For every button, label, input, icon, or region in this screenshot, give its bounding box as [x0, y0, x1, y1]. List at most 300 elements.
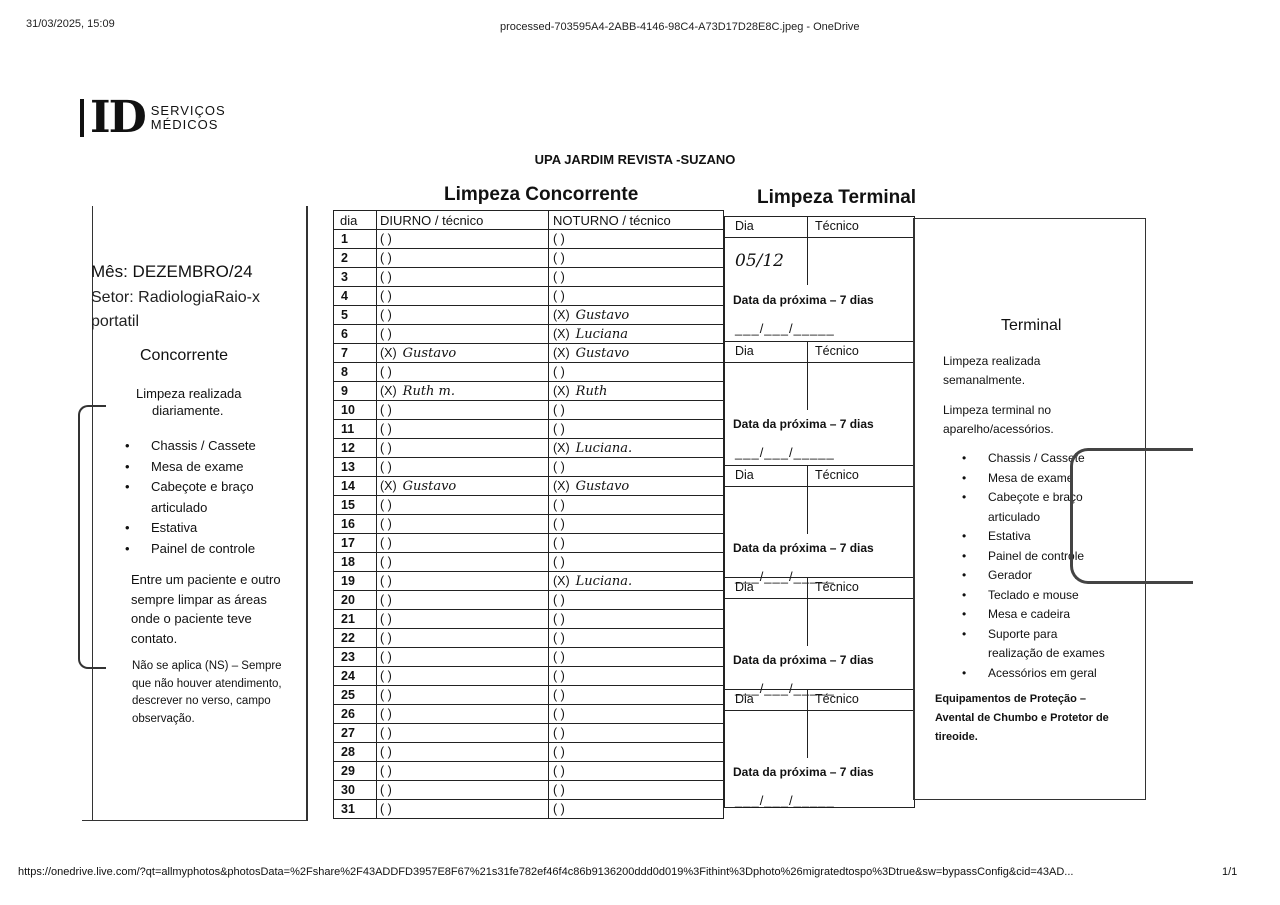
day-number: 17	[341, 536, 355, 550]
list-item: • Gerador	[962, 566, 1105, 586]
diurno-check: ( )	[380, 307, 392, 322]
cell-diurno	[377, 800, 549, 819]
cell-diurno	[377, 762, 549, 781]
noturno-check: (X)	[553, 573, 570, 588]
diurno-check: ( )	[380, 573, 392, 588]
terminal-desc1-text: Limpeza realizada semanalmente.	[943, 354, 1041, 387]
cell-noturno	[549, 629, 724, 648]
concorrente-table	[333, 210, 724, 819]
cell-noturno	[549, 382, 724, 401]
cell-diurno	[377, 743, 549, 762]
cell-dia	[334, 496, 377, 515]
day-number: 15	[341, 498, 355, 512]
cell-diurno	[377, 344, 549, 363]
cell-dia	[334, 268, 377, 287]
table-row	[334, 686, 724, 705]
table-row	[334, 800, 724, 819]
not-applicable-note: Não se aplica (NS) – Sempre que não houver atendimento, descrever no verso, campo observação.	[132, 660, 282, 725]
terminal-next-date-label: Data da próxima – 7 dias	[733, 765, 874, 779]
noturno-check: ( )	[553, 535, 565, 550]
cell-diurno	[377, 382, 549, 401]
noturno-check: (X)	[553, 478, 570, 493]
cell-dia	[334, 477, 377, 496]
day-number: 21	[341, 612, 355, 626]
cell-noturno	[549, 553, 724, 572]
terminal-heading: Terminal	[1001, 317, 1062, 334]
diurno-check: ( )	[380, 725, 392, 740]
table-row	[334, 534, 724, 553]
cell-dia	[334, 553, 377, 572]
list-item: • Chassis / Cassete	[962, 449, 1105, 469]
table-row	[334, 781, 724, 800]
terminal-next-date-label: Data da próxima – 7 dias	[733, 293, 874, 307]
noturno-tech: Gustavo	[575, 478, 630, 494]
noturno-check: ( )	[553, 611, 565, 626]
list-item: • Mesa e cadeira	[962, 605, 1105, 625]
day-number: 31	[341, 802, 355, 816]
print-title: processed-703595A4-2ABB-4146-98C4-A73D17D28E8C.jpeg - OneDrive	[500, 21, 860, 33]
logo-line1: SERVIÇOS	[150, 103, 226, 118]
diurno-check: ( )	[380, 231, 392, 246]
table-row	[334, 344, 724, 363]
cell-noturno	[549, 420, 724, 439]
diurno-check: ( )	[380, 630, 392, 645]
noturno-check: ( )	[553, 364, 565, 379]
table-row	[334, 648, 724, 667]
cell-diurno	[377, 439, 549, 458]
list-item: • Cabeçote e braço	[962, 488, 1105, 508]
cell-noturno	[549, 800, 724, 819]
cell-diurno	[377, 515, 549, 534]
instruction-text: Entre um paciente e outro sempre limpar as áreas onde o paciente teve contato.	[131, 572, 281, 646]
noturno-check: ( )	[553, 554, 565, 569]
day-number: 20	[341, 593, 355, 607]
table-row	[334, 705, 724, 724]
day-number: 27	[341, 726, 355, 740]
concorrente-heading: Concorrente	[140, 347, 229, 364]
cell-dia	[334, 439, 377, 458]
cell-noturno	[549, 477, 724, 496]
noturno-check: ( )	[553, 706, 565, 721]
table-row	[334, 743, 724, 762]
terminal-desc1	[943, 352, 1093, 390]
cell-dia	[334, 230, 377, 249]
terminal-dia-label: Dia	[735, 692, 754, 706]
cell-diurno	[377, 401, 549, 420]
list-item: • Estativa	[125, 518, 256, 539]
cell-dia	[334, 724, 377, 743]
cell-dia	[334, 800, 377, 819]
day-number: 23	[341, 650, 355, 664]
list-item: • Acessórios em geral	[962, 664, 1105, 684]
terminal-next-date-blank: ___/___/_____	[735, 321, 835, 336]
diurno-check: ( )	[380, 364, 392, 379]
day-number: 6	[341, 327, 348, 341]
table-row	[334, 325, 724, 344]
cell-noturno	[549, 439, 724, 458]
table-row	[334, 439, 724, 458]
terminal-next-date-blank: ___/___/_____	[735, 793, 835, 808]
list-item: • Painel de controle	[962, 547, 1105, 567]
noturno-check: ( )	[553, 402, 565, 417]
cell-diurno	[377, 363, 549, 382]
cell-noturno	[549, 401, 724, 420]
noturno-check: (X)	[553, 440, 570, 455]
terminal-next-date-blank: ___/___/_____	[735, 569, 835, 584]
terminal-block-header	[725, 465, 914, 487]
table-row	[334, 458, 724, 477]
cell-noturno	[549, 249, 724, 268]
cell-noturno	[549, 572, 724, 591]
diurno-check: ( )	[380, 763, 392, 778]
noturno-check: ( )	[553, 649, 565, 664]
cell-noturno	[549, 591, 724, 610]
day-number: 13	[341, 460, 355, 474]
noturno-check: ( )	[553, 269, 565, 284]
list-item: • Suporte para	[962, 625, 1105, 645]
logo-subtitle	[151, 104, 226, 132]
cell-dia	[334, 743, 377, 762]
diurno-tech: Ruth m.	[402, 383, 456, 399]
list-item: • Painel de controle	[125, 539, 256, 560]
cell-diurno	[377, 648, 549, 667]
concorrente-list	[125, 436, 256, 560]
day-number: 4	[341, 289, 348, 303]
day-number: 5	[341, 308, 348, 322]
cell-noturno	[549, 534, 724, 553]
cell-noturno	[549, 667, 724, 686]
diurno-check: ( )	[380, 611, 392, 626]
day-number: 3	[341, 270, 348, 284]
cell-noturno	[549, 648, 724, 667]
header-noturno: NOTURNO / técnico	[549, 211, 724, 230]
day-number: 18	[341, 555, 355, 569]
noturno-check: ( )	[553, 250, 565, 265]
list-item: • Mesa de exame	[125, 457, 256, 478]
table-row	[334, 496, 724, 515]
terminal-dia-label: Dia	[735, 468, 754, 482]
terminal-first-date: 05/12	[735, 251, 784, 271]
day-number: 30	[341, 783, 355, 797]
table-row	[334, 306, 724, 325]
cell-dia	[334, 591, 377, 610]
day-number: 25	[341, 688, 355, 702]
diurno-check: ( )	[380, 554, 392, 569]
terminal-block-header	[725, 217, 914, 238]
concorrente-desc1: Limpeza realizada	[136, 386, 242, 401]
cell-diurno	[377, 420, 549, 439]
terminal-tecnico-label: Técnico	[815, 219, 859, 233]
cell-dia	[334, 344, 377, 363]
day-number: 28	[341, 745, 355, 759]
day-number: 7	[341, 346, 348, 360]
ppe-note: Equipamentos de Proteção – Avental de Chumbo e Protetor de tireoide.	[935, 693, 1109, 743]
cell-noturno	[549, 344, 724, 363]
diurno-check: (X)	[380, 478, 397, 493]
diurno-check: ( )	[380, 459, 392, 474]
day-number: 19	[341, 574, 355, 588]
table-row	[334, 610, 724, 629]
diurno-check: ( )	[380, 402, 392, 417]
day-number: 26	[341, 707, 355, 721]
diurno-check: ( )	[380, 687, 392, 702]
diurno-check: ( )	[380, 668, 392, 683]
list-item: • Estativa	[962, 527, 1105, 547]
day-number: 29	[341, 764, 355, 778]
noturno-check: ( )	[553, 763, 565, 778]
table-row	[334, 249, 724, 268]
cell-noturno	[549, 515, 724, 534]
noturno-tech: Luciana	[575, 326, 628, 342]
cell-diurno	[377, 325, 549, 344]
noturno-check: ( )	[553, 592, 565, 607]
diurno-check: ( )	[380, 649, 392, 664]
diurno-check: (X)	[380, 345, 397, 360]
cell-diurno	[377, 686, 549, 705]
diurno-check: ( )	[380, 535, 392, 550]
noturno-check: ( )	[553, 744, 565, 759]
list-item: • Chassis / Cassete	[125, 436, 256, 457]
terminal-next-date-label: Data da próxima – 7 dias	[733, 541, 874, 555]
cell-diurno	[377, 572, 549, 591]
terminal-block-header	[725, 577, 914, 599]
print-url: https://onedrive.live.com/?qt=allmyphotos&photosData=%2Fshare%2F43ADDFD3957E8F67%21s31fe782ef46f4c86b9136200ddd0d019%3Fithint%3Dphoto%26migratedtospo%3Dtrue&sw=bypassConfig&cid=43AD...	[18, 866, 1074, 878]
day-number: 14	[341, 479, 355, 493]
clip-mark	[1070, 448, 1193, 584]
table-row	[334, 724, 724, 743]
table-row	[334, 382, 724, 401]
print-date: 31/03/2025, 15:09	[26, 18, 115, 30]
noturno-check: ( )	[553, 630, 565, 645]
noturno-check: ( )	[553, 782, 565, 797]
terminal-next-date-blank: ___/___/_____	[735, 445, 835, 460]
table-row	[334, 268, 724, 287]
noturno-check: (X)	[553, 326, 570, 341]
unit-title: UPA JARDIM REVISTA -SUZANO	[534, 152, 736, 167]
print-page-number: 1/1	[1222, 866, 1238, 878]
terminal-dia-label: Dia	[735, 219, 754, 233]
diurno-check: ( )	[380, 269, 392, 284]
cell-noturno	[549, 268, 724, 287]
header-dia: dia	[334, 211, 377, 230]
diurno-tech: Gustavo	[402, 478, 457, 494]
table-row	[334, 762, 724, 781]
cell-diurno	[377, 458, 549, 477]
day-number: 8	[341, 365, 348, 379]
table-row	[334, 515, 724, 534]
list-item: • Mesa de exame	[962, 469, 1105, 489]
terminal-tecnico-label: Técnico	[815, 468, 859, 482]
cell-dia	[334, 401, 377, 420]
sector-label: Setor: RadiologiaRaio-x portatil	[91, 289, 260, 330]
clip-bracket	[78, 405, 106, 669]
month-label: Mês: DEZEMBRO/24	[91, 262, 253, 281]
cell-dia	[334, 306, 377, 325]
cell-dia	[334, 420, 377, 439]
terminal-desc2-text: Limpeza terminal no aparelho/acessórios.	[943, 403, 1054, 436]
table-header-row	[334, 211, 724, 230]
cell-noturno	[549, 762, 724, 781]
cell-noturno	[549, 363, 724, 382]
cell-dia	[334, 610, 377, 629]
cell-diurno	[377, 724, 549, 743]
cell-dia	[334, 762, 377, 781]
table-row	[334, 591, 724, 610]
cell-diurno	[377, 553, 549, 572]
day-number: 22	[341, 631, 355, 645]
diurno-check: ( )	[380, 782, 392, 797]
table-row	[334, 363, 724, 382]
cell-dia	[334, 705, 377, 724]
cell-diurno	[377, 534, 549, 553]
noturno-check: (X)	[553, 345, 570, 360]
cell-dia	[334, 629, 377, 648]
cell-diurno	[377, 629, 549, 648]
terminal-dia-label: Dia	[735, 580, 754, 594]
cell-dia	[334, 515, 377, 534]
logo-bar	[80, 99, 84, 137]
day-number: 11	[341, 422, 355, 436]
noturno-check: ( )	[553, 668, 565, 683]
day-number: 1	[341, 232, 348, 246]
noturno-check: ( )	[553, 725, 565, 740]
title-concorrente: Limpeza Concorrente	[444, 184, 639, 205]
cell-noturno	[549, 458, 724, 477]
table-row	[334, 477, 724, 496]
table-row	[334, 572, 724, 591]
diurno-check: (X)	[380, 383, 397, 398]
cell-dia	[334, 572, 377, 591]
table-row	[334, 420, 724, 439]
noturno-check: ( )	[553, 459, 565, 474]
noturno-tech: Ruth	[575, 383, 608, 399]
terminal-dia-label: Dia	[735, 344, 754, 358]
cell-diurno	[377, 667, 549, 686]
cell-dia	[334, 382, 377, 401]
cell-noturno	[549, 325, 724, 344]
list-item: • Cabeçote e braço	[125, 477, 256, 498]
cell-noturno	[549, 781, 724, 800]
cell-dia	[334, 686, 377, 705]
cell-noturno	[549, 743, 724, 762]
cell-diurno	[377, 705, 549, 724]
table-row	[334, 667, 724, 686]
cell-dia	[334, 648, 377, 667]
cell-dia	[334, 249, 377, 268]
cell-noturno	[549, 287, 724, 306]
cell-dia	[334, 287, 377, 306]
terminal-block-header	[725, 689, 914, 711]
diurno-check: ( )	[380, 744, 392, 759]
cell-dia	[334, 363, 377, 382]
diurno-check: ( )	[380, 497, 392, 512]
cell-diurno	[377, 249, 549, 268]
terminal-tecnico-label: Técnico	[815, 580, 859, 594]
cell-dia	[334, 458, 377, 477]
diurno-check: ( )	[380, 592, 392, 607]
day-number: 9	[341, 384, 348, 398]
noturno-tech: Luciana.	[575, 573, 633, 589]
list-item: articulado	[988, 509, 1041, 524]
title-terminal: Limpeza Terminal	[757, 187, 917, 208]
day-number: 24	[341, 669, 355, 683]
terminal-tecnico-label: Técnico	[815, 344, 859, 358]
diurno-check: ( )	[380, 288, 392, 303]
day-number: 10	[341, 403, 355, 417]
header-diurno: DIURNO / técnico	[377, 211, 549, 230]
table-row	[334, 629, 724, 648]
noturno-check: (X)	[553, 383, 570, 398]
concorrente-desc2: diariamente.	[152, 403, 224, 418]
cell-diurno	[377, 230, 549, 249]
diurno-check: ( )	[380, 801, 392, 816]
cell-dia	[334, 781, 377, 800]
table-row	[334, 287, 724, 306]
terminal-table	[724, 216, 915, 808]
noturno-check: ( )	[553, 687, 565, 702]
cell-diurno	[377, 287, 549, 306]
cell-noturno	[549, 496, 724, 515]
cell-diurno	[377, 610, 549, 629]
cell-diurno	[377, 781, 549, 800]
cell-noturno	[549, 724, 724, 743]
noturno-check: ( )	[553, 801, 565, 816]
diurno-check: ( )	[380, 421, 392, 436]
diurno-check: ( )	[380, 440, 392, 455]
company-logo	[80, 92, 226, 143]
noturno-check: ( )	[553, 231, 565, 246]
day-number: 12	[341, 441, 355, 455]
noturno-check: ( )	[553, 288, 565, 303]
diurno-check: ( )	[380, 706, 392, 721]
noturno-check: (X)	[553, 307, 570, 322]
logo-line2: MÉDICOS	[150, 117, 219, 132]
cell-diurno	[377, 268, 549, 287]
diurno-check: ( )	[380, 516, 392, 531]
cell-noturno	[549, 306, 724, 325]
terminal-tecnico-label: Técnico	[815, 692, 859, 706]
terminal-next-date-label: Data da próxima – 7 dias	[733, 417, 874, 431]
day-number: 16	[341, 517, 355, 531]
terminal-block-header	[725, 341, 914, 363]
table-row	[334, 401, 724, 420]
cell-dia	[334, 534, 377, 553]
cell-dia	[334, 667, 377, 686]
terminal-next-date-label: Data da próxima – 7 dias	[733, 653, 874, 667]
cell-noturno	[549, 705, 724, 724]
diurno-tech: Gustavo	[402, 345, 457, 361]
table-row	[334, 553, 724, 572]
cell-noturno	[549, 230, 724, 249]
diurno-check: ( )	[380, 326, 392, 341]
cell-noturno	[549, 686, 724, 705]
cell-noturno	[549, 610, 724, 629]
noturno-check: ( )	[553, 516, 565, 531]
cell-diurno	[377, 591, 549, 610]
noturno-tech: Luciana.	[575, 440, 633, 456]
noturno-tech: Gustavo	[575, 345, 630, 361]
terminal-next-date-blank: ___/___/_____	[735, 681, 835, 696]
list-item: realização de exames	[988, 646, 1105, 660]
day-number: 2	[341, 251, 348, 265]
cell-diurno	[377, 477, 549, 496]
diurno-check: ( )	[380, 250, 392, 265]
cell-diurno	[377, 306, 549, 325]
list-item: • Teclado e mouse	[962, 586, 1105, 606]
logo-id: ID	[90, 92, 145, 143]
terminal-desc2	[943, 401, 1083, 439]
noturno-check: ( )	[553, 497, 565, 512]
